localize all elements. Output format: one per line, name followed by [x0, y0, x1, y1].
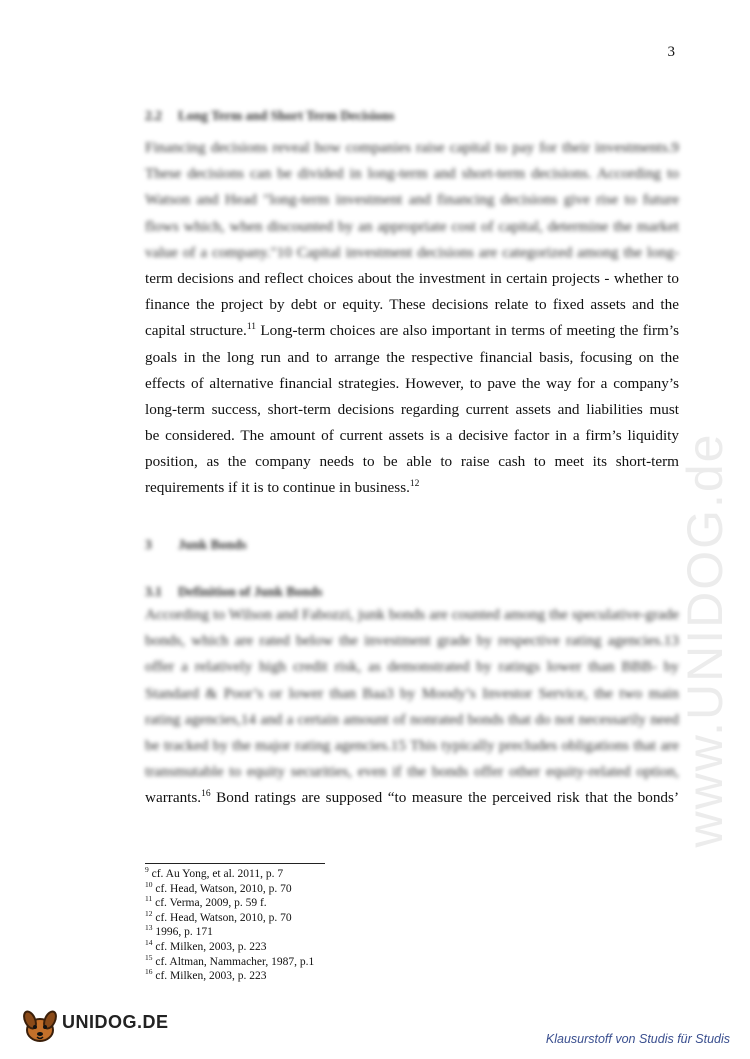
section-number: 2.2: [145, 108, 162, 123]
watermark: www.UNIDOG.de: [677, 432, 733, 848]
text-line: [145, 318, 679, 344]
footnote: [145, 908, 314, 926]
blurred-line: These decisions can be divided in long-term and short-term decisions. According to: [145, 165, 679, 183]
blurred-line: Financing decisions reveal how companies raise capital to pay for their investments.9: [145, 139, 679, 156]
text-line: goals in the long run and to arrange the respective financial basis, focusing on the: [145, 348, 679, 366]
blurred-line: According to Wilson and Fabozzi, junk bonds are counted among the speculative-grade: [145, 606, 679, 623]
dog-mascot-icon: [18, 1006, 62, 1044]
unidog-logo[interactable]: [18, 1006, 169, 1044]
blurred-line: Watson and Head "long-term investment and financing decisions give rise to future: [145, 191, 679, 209]
footnote-number: 16: [145, 967, 153, 977]
blurred-line: rating agencies,14 and a certain amount of nonrated bonds that do not necessarily need: [145, 710, 679, 728]
footnote-number: 10: [145, 879, 153, 889]
text-line: long-term success, short-term decisions regarding current assets and liabilities must: [145, 400, 679, 418]
footnote: [145, 896, 314, 911]
footnote: [145, 952, 315, 970]
footnote-number: 14: [145, 938, 153, 948]
footnote-ref: 12: [409, 479, 420, 490]
footnote: [145, 879, 314, 897]
text-run: capital structure.: [145, 322, 247, 340]
footnote-text: cf. Au Yong, et al. 2011, p. 7: [148, 868, 284, 880]
text-line: position, as the company needs to be able to raise cash to meet its short-term: [145, 453, 679, 471]
section-heading-3-1: [145, 584, 322, 600]
blurred-line: be tracked by the major rating agencies.15 This typically precludes obligations that are: [145, 736, 679, 754]
section-title: Definition of Junk Bonds: [178, 584, 323, 599]
paragraph-2-2: [145, 135, 679, 502]
section-title: Junk Bonds: [178, 537, 247, 552]
footnote: [145, 969, 314, 984]
logo-text: UNIDOG.DE: [62, 1012, 169, 1032]
footnote-text: cf. Milken, 2003, p. 223: [152, 940, 267, 953]
footnotes: [145, 867, 314, 984]
tagline: Klausurstoff von Studis für Studis: [545, 1032, 730, 1046]
footnote: [145, 867, 314, 882]
footnote-divider: [145, 863, 325, 864]
footnote-number: 13: [145, 923, 153, 933]
text-line: be considered. The amount of current assets is a decisive factor in a firm’s liquidity: [145, 427, 679, 445]
footnote-text: cf. Verma, 2009, p. 59 f.: [152, 897, 267, 910]
text-run: requirements if it is to continue in business.: [145, 479, 410, 497]
blurred-line: transmutable to equity securities, even if the bonds offer other equity-related option,: [145, 763, 679, 781]
footnote: [145, 940, 314, 955]
footnote-text: cf. Head, Watson, 2010, p. 70: [152, 911, 292, 924]
section-heading-2-2: [145, 108, 394, 124]
text-run: warrants.: [145, 789, 202, 807]
blurred-line: value of a company."10 Capital investment decisions are categorized among the long-: [145, 243, 679, 261]
footnote-number: 11: [145, 894, 153, 904]
footnote-text: cf. Head, Watson, 2010, p. 70: [152, 882, 292, 895]
text-run: Bond ratings are supposed “to measure the perceived risk that the bonds’: [210, 789, 679, 807]
footnote-text: cf. Altman, Nammacher, 1987, p.1: [152, 955, 315, 968]
text-line: finance the project by debt or equity. These decisions relate to fixed assets and the: [145, 296, 679, 314]
footnote-ref: 11: [246, 322, 256, 333]
footnote-text: 1996, p. 171: [152, 926, 213, 939]
page-number: 3: [667, 44, 675, 60]
blurred-line: offer a relatively high credit risk, as demonstrated by ratings lower than BBB- by: [145, 658, 679, 676]
text-line: [145, 475, 679, 501]
footnote: [145, 925, 314, 940]
footnote-number: 15: [145, 952, 153, 962]
footnote-text: cf. Milken, 2003, p. 223: [152, 970, 267, 983]
section-title: Long Term and Short Term Decisions: [178, 108, 395, 123]
section-heading-3: [145, 537, 247, 553]
paragraph-3-1: [145, 602, 679, 812]
text-run: Long-term choices are also important in terms of meeting the firm’s: [255, 322, 679, 340]
section-number: 3: [145, 537, 152, 552]
text-line: effects of alternative financial strategies. However, to pave the way for a company’s: [145, 374, 679, 392]
text-line: [145, 785, 679, 811]
footnote-ref: 16: [201, 789, 211, 800]
blurred-line: bonds, which are rated below the investment grade by respective rating agencies.13: [145, 632, 679, 650]
blurred-line: Standard & Poor’s or lower than Baa3 by Moody’s Investor Service, the two main: [145, 684, 679, 702]
section-number: 3.1: [145, 584, 162, 599]
blurred-line: flows which, when discounted by an appropriate cost of capital, determine the market: [145, 217, 679, 235]
text-line: term decisions and reflect choices about the investment in certain projects - whether to: [145, 269, 679, 287]
footnote-number: 9: [145, 865, 149, 875]
footnote-number: 12: [145, 908, 153, 918]
